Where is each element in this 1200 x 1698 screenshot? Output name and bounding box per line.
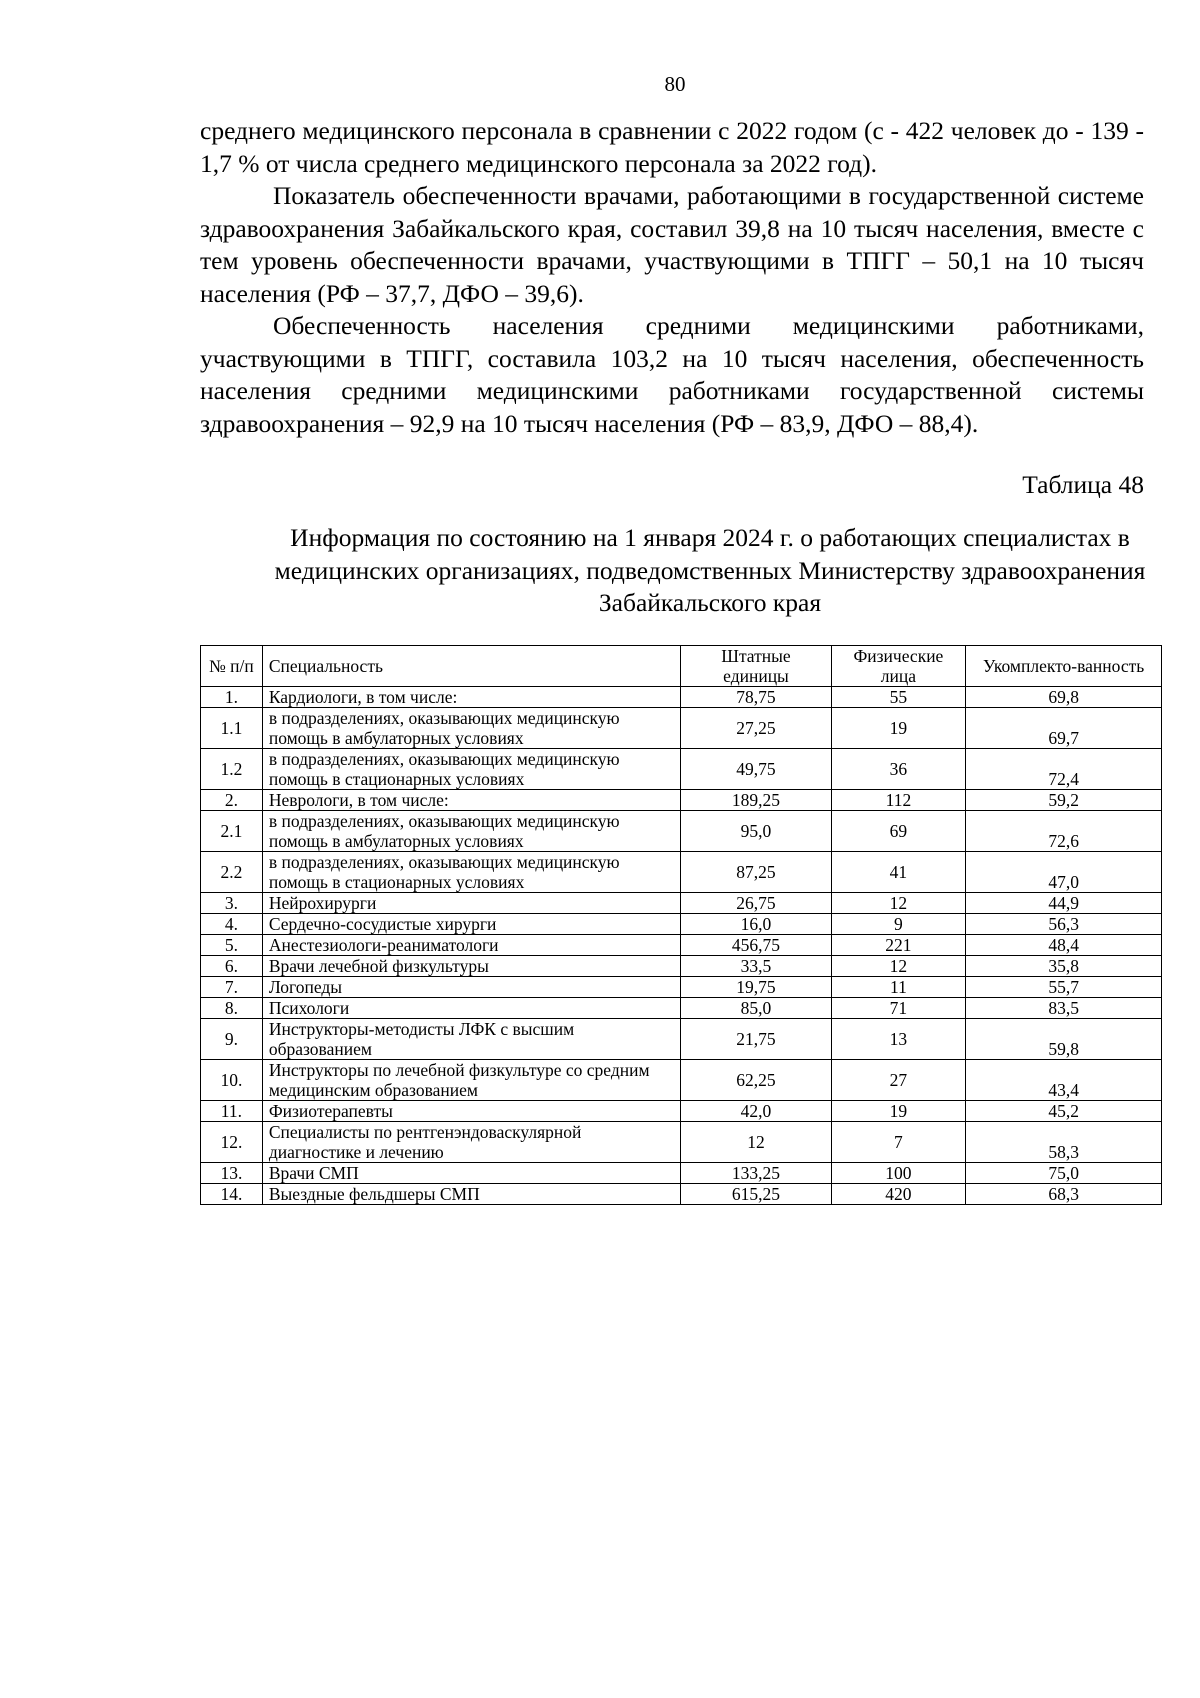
- cell-staff-units: 78,75: [681, 687, 831, 708]
- cell-staff-units: 133,25: [681, 1163, 831, 1184]
- cell-staff-units: 12: [681, 1122, 831, 1163]
- paragraph-1: среднего медицинского персонала в сравнении с 2022 годом (с - 422 человек до - 139 - 1,7 % от числа среднего медицинского персонала за 2022 год).: [200, 116, 1144, 178]
- cell-staffing: 55,7: [966, 977, 1162, 998]
- cell-individuals: 19: [831, 708, 966, 749]
- table-row: [201, 708, 1162, 749]
- cell-staff-units: 19,75: [681, 977, 831, 998]
- cell-staffing: 35,8: [966, 956, 1162, 977]
- cell-specialty: Сердечно-сосудистые хирурги: [262, 914, 681, 935]
- cell-individuals: 69: [831, 811, 966, 852]
- cell-num: 5.: [201, 935, 263, 956]
- header-staffing: Укомплекто-ванность: [966, 646, 1162, 687]
- cell-specialty: Инструкторы-методисты ЛФК с высшим образованием: [262, 1019, 681, 1060]
- cell-num: 1.1: [201, 708, 263, 749]
- cell-staffing: 47,0: [966, 852, 1162, 893]
- cell-individuals: 112: [831, 790, 966, 811]
- cell-num: 13.: [201, 1163, 263, 1184]
- paragraph-3: Обеспеченность населения средними медицинскими работниками, участвующими в ТПГГ, составила 103,2 на 10 тысяч населения, обеспеченность населения средними медицинскими работниками государственной системы здравоохранения – 92,9 на 10 тысяч населения (РФ – 83,9, ДФО – 88,4).: [200, 311, 1144, 438]
- cell-num: 8.: [201, 998, 263, 1019]
- cell-num: 2.2: [201, 852, 263, 893]
- cell-staff-units: 16,0: [681, 914, 831, 935]
- cell-staff-units: 42,0: [681, 1101, 831, 1122]
- cell-individuals: 221: [831, 935, 966, 956]
- header-individuals: Физические лица: [831, 646, 966, 687]
- body-text: [200, 115, 1144, 440]
- cell-staffing: 83,5: [966, 998, 1162, 1019]
- cell-staffing: 69,8: [966, 687, 1162, 708]
- header-staff-units: Штатные единицы: [681, 646, 831, 687]
- cell-staff-units: 27,25: [681, 708, 831, 749]
- cell-individuals: 12: [831, 893, 966, 914]
- cell-specialty: Физиотерапевты: [262, 1101, 681, 1122]
- cell-num: 2.1: [201, 811, 263, 852]
- cell-staff-units: 33,5: [681, 956, 831, 977]
- cell-individuals: 27: [831, 1060, 966, 1101]
- cell-specialty: Психологи: [262, 998, 681, 1019]
- cell-staffing: 75,0: [966, 1163, 1162, 1184]
- cell-specialty: в подразделениях, оказывающих медицинскую помощь в амбулаторных условиях: [262, 811, 681, 852]
- cell-specialty: Врачи СМП: [262, 1163, 681, 1184]
- cell-specialty: Инструкторы по лечебной физкультуре со средним медицинским образованием: [262, 1060, 681, 1101]
- cell-specialty: Анестезиологи-реаниматологи: [262, 935, 681, 956]
- table-row: [201, 893, 1162, 914]
- cell-specialty: Врачи лечебной физкультуры: [262, 956, 681, 977]
- cell-staffing: 72,6: [966, 811, 1162, 852]
- cell-num: 10.: [201, 1060, 263, 1101]
- cell-specialty: Кардиологи, в том числе:: [262, 687, 681, 708]
- cell-specialty: Нейрохирурги: [262, 893, 681, 914]
- table-row: [201, 914, 1162, 935]
- cell-individuals: 9: [831, 914, 966, 935]
- cell-num: 9.: [201, 1019, 263, 1060]
- table-row: [201, 1019, 1162, 1060]
- cell-num: 1.: [201, 687, 263, 708]
- table-row: [201, 852, 1162, 893]
- cell-staff-units: 456,75: [681, 935, 831, 956]
- cell-staffing: 56,3: [966, 914, 1162, 935]
- table-row: [201, 956, 1162, 977]
- cell-individuals: 420: [831, 1184, 966, 1205]
- cell-individuals: 7: [831, 1122, 966, 1163]
- cell-staff-units: 62,25: [681, 1060, 831, 1101]
- table-row: [201, 1060, 1162, 1101]
- cell-num: 12.: [201, 1122, 263, 1163]
- cell-individuals: 13: [831, 1019, 966, 1060]
- cell-specialty: в подразделениях, оказывающих медицинскую помощь в стационарных условиях: [262, 852, 681, 893]
- cell-specialty: в подразделениях, оказывающих медицинскую помощь в стационарных условиях: [262, 749, 681, 790]
- table-row: [201, 687, 1162, 708]
- cell-specialty: Специалисты по рентгенэндоваскулярной диагностике и лечению: [262, 1122, 681, 1163]
- cell-staff-units: 615,25: [681, 1184, 831, 1205]
- header-num: № п/п: [201, 646, 263, 687]
- cell-staffing: 72,4: [966, 749, 1162, 790]
- cell-individuals: 41: [831, 852, 966, 893]
- cell-num: 2.: [201, 790, 263, 811]
- cell-staffing: 48,4: [966, 935, 1162, 956]
- cell-staffing: 69,7: [966, 708, 1162, 749]
- table-title: Информация по состоянию на 1 января 2024 г. о работающих специалистах в медицинских организациях, подведомственных Министерству здравоохранения Забайкальского края: [274, 523, 1146, 617]
- cell-num: 14.: [201, 1184, 263, 1205]
- cell-staff-units: 87,25: [681, 852, 831, 893]
- cell-num: 7.: [201, 977, 263, 998]
- cell-staff-units: 85,0: [681, 998, 831, 1019]
- table-row: [201, 1101, 1162, 1122]
- cell-specialty: Логопеды: [262, 977, 681, 998]
- cell-staffing: 58,3: [966, 1122, 1162, 1163]
- cell-staffing: 45,2: [966, 1101, 1162, 1122]
- table-row: [201, 977, 1162, 998]
- cell-individuals: 12: [831, 956, 966, 977]
- cell-num: 3.: [201, 893, 263, 914]
- cell-staff-units: 95,0: [681, 811, 831, 852]
- cell-staffing: 59,2: [966, 790, 1162, 811]
- cell-num: 11.: [201, 1101, 263, 1122]
- cell-num: 4.: [201, 914, 263, 935]
- cell-individuals: 19: [831, 1101, 966, 1122]
- table-row: [201, 1163, 1162, 1184]
- cell-specialty: в подразделениях, оказывающих медицинскую помощь в амбулаторных условиях: [262, 708, 681, 749]
- cell-staffing: 43,4: [966, 1060, 1162, 1101]
- table-row: [201, 1184, 1162, 1205]
- cell-staffing: 59,8: [966, 1019, 1162, 1060]
- page-number: 80: [664, 72, 686, 96]
- table-row: [201, 998, 1162, 1019]
- paragraph-2: Показатель обеспеченности врачами, работающими в государственной системе здравоохранения Забайкальского края, составил 39,8 на 10 тысяч населения, вместе с тем уровень обеспеченности врачами, участвующими в ТПГГ – 50,1 на 10 тысяч населения (РФ – 37,7, ДФО – 39,6).: [200, 181, 1144, 308]
- cell-specialty: Выездные фельдшеры СМП: [262, 1184, 681, 1205]
- table-row: [201, 1122, 1162, 1163]
- cell-individuals: 100: [831, 1163, 966, 1184]
- cell-specialty: Неврологи, в том числе:: [262, 790, 681, 811]
- cell-individuals: 36: [831, 749, 966, 790]
- table-row: [201, 749, 1162, 790]
- cell-staff-units: 189,25: [681, 790, 831, 811]
- cell-individuals: 71: [831, 998, 966, 1019]
- table-header-row: [201, 646, 1162, 687]
- cell-staffing: 44,9: [966, 893, 1162, 914]
- header-specialty: Специальность: [262, 646, 681, 687]
- cell-individuals: 55: [831, 687, 966, 708]
- cell-staff-units: 26,75: [681, 893, 831, 914]
- table-label: Таблица 48: [1022, 470, 1144, 499]
- cell-staff-units: 21,75: [681, 1019, 831, 1060]
- table-row: [201, 935, 1162, 956]
- table-row: [201, 811, 1162, 852]
- cell-num: 6.: [201, 956, 263, 977]
- table-body: [201, 687, 1162, 1205]
- cell-staffing: 68,3: [966, 1184, 1162, 1205]
- cell-num: 1.2: [201, 749, 263, 790]
- cell-staff-units: 49,75: [681, 749, 831, 790]
- table-row: [201, 790, 1162, 811]
- cell-individuals: 11: [831, 977, 966, 998]
- staffing-table: [200, 645, 1162, 1205]
